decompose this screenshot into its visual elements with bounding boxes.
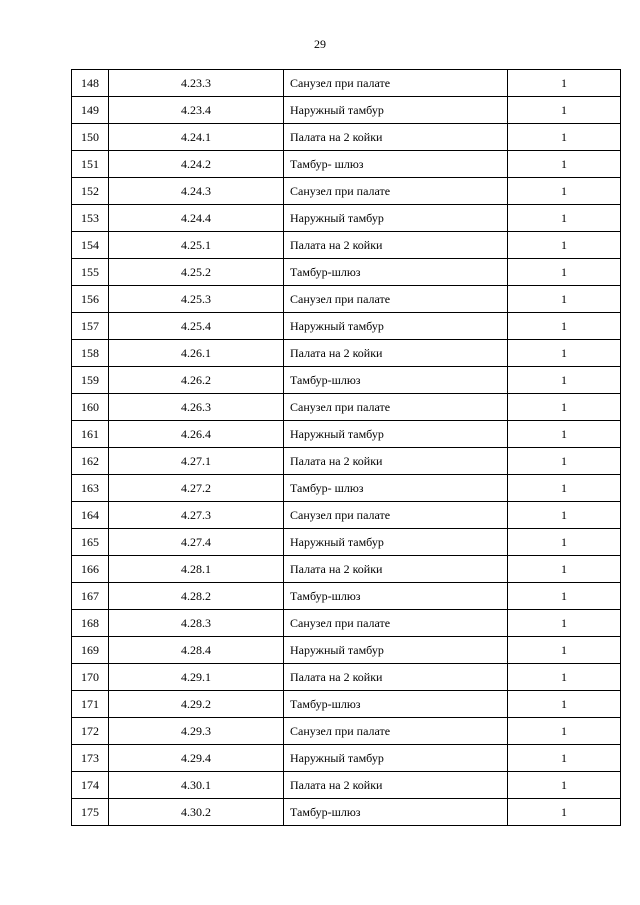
- quantity-cell: 1: [508, 637, 621, 664]
- quantity-cell: 1: [508, 286, 621, 313]
- quantity-cell: 1: [508, 475, 621, 502]
- quantity-cell: 1: [508, 583, 621, 610]
- row-number-cell: 156: [72, 286, 109, 313]
- room-code-cell: 4.26.3: [109, 394, 284, 421]
- room-name-cell: Палата на 2 койки: [284, 448, 508, 475]
- room-code-cell: 4.26.4: [109, 421, 284, 448]
- room-code-cell: 4.24.1: [109, 124, 284, 151]
- room-code-cell: 4.27.2: [109, 475, 284, 502]
- room-name-cell: Тамбур-шлюз: [284, 259, 508, 286]
- quantity-cell: 1: [508, 367, 621, 394]
- row-number-cell: 159: [72, 367, 109, 394]
- room-name-cell: Тамбур- шлюз: [284, 151, 508, 178]
- table-row: [72, 691, 621, 718]
- room-name-cell: Тамбур- шлюз: [284, 475, 508, 502]
- room-code-cell: 4.25.3: [109, 286, 284, 313]
- room-name-cell: Наружный тамбур: [284, 97, 508, 124]
- table-row: [72, 178, 621, 205]
- quantity-cell: 1: [508, 394, 621, 421]
- room-code-cell: 4.25.2: [109, 259, 284, 286]
- row-number-cell: 172: [72, 718, 109, 745]
- row-number-cell: 168: [72, 610, 109, 637]
- table-row: [72, 205, 621, 232]
- room-code-cell: 4.28.1: [109, 556, 284, 583]
- table-row: [72, 286, 621, 313]
- quantity-cell: 1: [508, 664, 621, 691]
- row-number-cell: 174: [72, 772, 109, 799]
- room-name-cell: Санузел при палате: [284, 718, 508, 745]
- table-row: [72, 151, 621, 178]
- row-number-cell: 167: [72, 583, 109, 610]
- room-code-cell: 4.24.2: [109, 151, 284, 178]
- row-number-cell: 169: [72, 637, 109, 664]
- table-row: [72, 664, 621, 691]
- row-number-cell: 170: [72, 664, 109, 691]
- quantity-cell: 1: [508, 232, 621, 259]
- quantity-cell: 1: [508, 205, 621, 232]
- quantity-cell: 1: [508, 97, 621, 124]
- room-name-cell: Санузел при палате: [284, 394, 508, 421]
- room-code-cell: 4.27.3: [109, 502, 284, 529]
- table-row: [72, 448, 621, 475]
- room-code-cell: 4.27.1: [109, 448, 284, 475]
- row-number-cell: 149: [72, 97, 109, 124]
- room-code-cell: 4.26.2: [109, 367, 284, 394]
- quantity-cell: 1: [508, 691, 621, 718]
- room-name-cell: Санузел при палате: [284, 178, 508, 205]
- quantity-cell: 1: [508, 772, 621, 799]
- table-row: [72, 259, 621, 286]
- room-name-cell: Палата на 2 койки: [284, 340, 508, 367]
- quantity-cell: 1: [508, 124, 621, 151]
- quantity-cell: 1: [508, 556, 621, 583]
- room-name-cell: Санузел при палате: [284, 610, 508, 637]
- room-code-cell: 4.29.4: [109, 745, 284, 772]
- table-row: [72, 232, 621, 259]
- table-row: [72, 97, 621, 124]
- quantity-cell: 1: [508, 421, 621, 448]
- room-name-cell: Тамбур-шлюз: [284, 583, 508, 610]
- row-number-cell: 160: [72, 394, 109, 421]
- room-name-cell: Наружный тамбур: [284, 637, 508, 664]
- quantity-cell: 1: [508, 745, 621, 772]
- room-name-cell: Санузел при палате: [284, 286, 508, 313]
- room-code-cell: 4.24.3: [109, 178, 284, 205]
- table-row: [72, 637, 621, 664]
- room-name-cell: Палата на 2 койки: [284, 556, 508, 583]
- room-name-cell: Наружный тамбур: [284, 421, 508, 448]
- quantity-cell: 1: [508, 178, 621, 205]
- quantity-cell: 1: [508, 313, 621, 340]
- rooms-table-body: [72, 70, 621, 826]
- room-name-cell: Наружный тамбур: [284, 313, 508, 340]
- room-name-cell: Палата на 2 койки: [284, 124, 508, 151]
- room-name-cell: Палата на 2 койки: [284, 772, 508, 799]
- quantity-cell: 1: [508, 340, 621, 367]
- rooms-table: [71, 69, 621, 826]
- room-code-cell: 4.25.4: [109, 313, 284, 340]
- quantity-cell: 1: [508, 718, 621, 745]
- room-name-cell: Палата на 2 койки: [284, 232, 508, 259]
- room-code-cell: 4.29.1: [109, 664, 284, 691]
- row-number-cell: 152: [72, 178, 109, 205]
- quantity-cell: 1: [508, 610, 621, 637]
- table-row: [72, 421, 621, 448]
- table-row: [72, 745, 621, 772]
- room-name-cell: Санузел при палате: [284, 70, 508, 97]
- row-number-cell: 153: [72, 205, 109, 232]
- table-row: [72, 313, 621, 340]
- page-number: 29: [314, 37, 326, 51]
- room-name-cell: Тамбур-шлюз: [284, 799, 508, 826]
- table-row: [72, 124, 621, 151]
- room-code-cell: 4.30.2: [109, 799, 284, 826]
- table-row: [72, 367, 621, 394]
- table-row: [72, 475, 621, 502]
- row-number-cell: 161: [72, 421, 109, 448]
- quantity-cell: 1: [508, 502, 621, 529]
- row-number-cell: 163: [72, 475, 109, 502]
- room-code-cell: 4.23.4: [109, 97, 284, 124]
- row-number-cell: 166: [72, 556, 109, 583]
- row-number-cell: 173: [72, 745, 109, 772]
- row-number-cell: 165: [72, 529, 109, 556]
- table-row: [72, 70, 621, 97]
- room-code-cell: 4.23.3: [109, 70, 284, 97]
- room-name-cell: Палата на 2 койки: [284, 664, 508, 691]
- room-code-cell: 4.28.3: [109, 610, 284, 637]
- row-number-cell: 150: [72, 124, 109, 151]
- room-name-cell: Наружный тамбур: [284, 529, 508, 556]
- table-row: [72, 556, 621, 583]
- table-row: [72, 610, 621, 637]
- table-row: [72, 340, 621, 367]
- room-code-cell: 4.29.3: [109, 718, 284, 745]
- table-row: [72, 502, 621, 529]
- quantity-cell: 1: [508, 448, 621, 475]
- row-number-cell: 157: [72, 313, 109, 340]
- quantity-cell: 1: [508, 529, 621, 556]
- table-row: [72, 529, 621, 556]
- room-code-cell: 4.30.1: [109, 772, 284, 799]
- room-code-cell: 4.25.1: [109, 232, 284, 259]
- row-number-cell: 158: [72, 340, 109, 367]
- table-row: [72, 394, 621, 421]
- quantity-cell: 1: [508, 799, 621, 826]
- table-row: [72, 583, 621, 610]
- quantity-cell: 1: [508, 259, 621, 286]
- room-code-cell: 4.29.2: [109, 691, 284, 718]
- room-name-cell: Тамбур-шлюз: [284, 367, 508, 394]
- table-row: [72, 799, 621, 826]
- row-number-cell: 155: [72, 259, 109, 286]
- table-row: [72, 718, 621, 745]
- room-name-cell: Тамбур-шлюз: [284, 691, 508, 718]
- row-number-cell: 148: [72, 70, 109, 97]
- room-code-cell: 4.24.4: [109, 205, 284, 232]
- quantity-cell: 1: [508, 70, 621, 97]
- room-code-cell: 4.27.4: [109, 529, 284, 556]
- row-number-cell: 154: [72, 232, 109, 259]
- row-number-cell: 171: [72, 691, 109, 718]
- quantity-cell: 1: [508, 151, 621, 178]
- row-number-cell: 162: [72, 448, 109, 475]
- row-number-cell: 151: [72, 151, 109, 178]
- room-name-cell: Наружный тамбур: [284, 205, 508, 232]
- row-number-cell: 175: [72, 799, 109, 826]
- room-code-cell: 4.28.2: [109, 583, 284, 610]
- room-code-cell: 4.26.1: [109, 340, 284, 367]
- table-row: [72, 772, 621, 799]
- room-name-cell: Наружный тамбур: [284, 745, 508, 772]
- room-name-cell: Санузел при палате: [284, 502, 508, 529]
- row-number-cell: 164: [72, 502, 109, 529]
- room-code-cell: 4.28.4: [109, 637, 284, 664]
